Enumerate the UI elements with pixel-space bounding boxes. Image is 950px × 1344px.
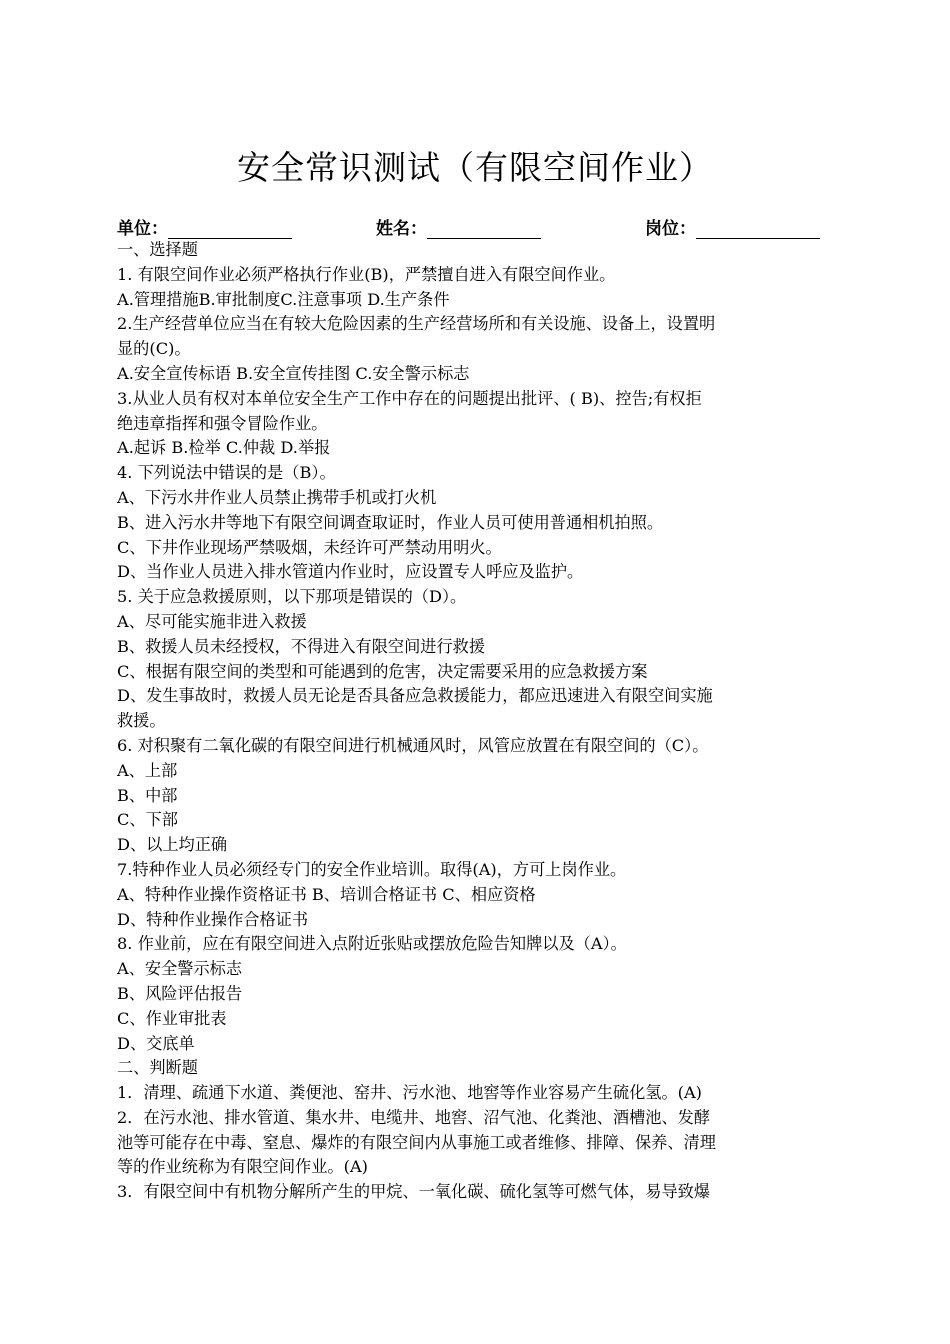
unit-field (117, 214, 292, 238)
question-line: 2.生产经营单位应当在有较大危险因素的生产经营场所和有关设施、设备上，设置明 (117, 314, 716, 334)
question-body (117, 238, 832, 1205)
question-line: 7.特种作业人员必须经专门的安全作业培训。取得(A)，方可上岗作业。 (117, 859, 627, 879)
question-line: 1. 有限空间作业必须严格执行作业(B)，严禁擅自进入有限空间作业。 (117, 264, 616, 284)
option-line: A、上部 (117, 760, 178, 780)
option-line: C、下井作业现场严禁吸烟，未经许可严禁动用明火。 (117, 537, 502, 557)
option-line: A.安全宣传标语 B.安全宣传挂图 C.安全警示标志 (117, 363, 470, 383)
page-title: 安全常识测试（有限空间作业） (237, 148, 713, 187)
section-heading: 一、选择题 (117, 240, 198, 259)
option-line: A、特种作业操作资格证书 B、培训合格证书 C、相应资格 (117, 884, 536, 904)
name-label: 姓名： (376, 219, 427, 239)
option-line: D、特种作业操作合格证书 (117, 909, 309, 929)
option-line: A.管理措施B.审批制度C.注意事项 D.生产条件 (117, 289, 450, 309)
option-line: B、救援人员未经授权，不得进入有限空间进行救援 (117, 636, 486, 656)
option-line: B、风险评估报告 (117, 983, 243, 1003)
question-line: 1．清理、疏通下水道、粪便池、窑井、污水池、地窖等作业容易产生硫化氢。(A) (117, 1083, 702, 1103)
name-field (376, 214, 541, 238)
name-blank (427, 220, 541, 239)
option-line: D、交底单 (117, 1033, 195, 1053)
option-line: C、根据有限空间的类型和可能遇到的危害，决定需要采用的应急救援方案 (117, 661, 648, 681)
question-line: 显的(C)。 (117, 339, 191, 359)
option-line: A、下污水井作业人员禁止携带手机或打火机 (117, 487, 437, 507)
post-label: 岗位： (645, 219, 696, 239)
option-line: D、以上均正确 (117, 835, 228, 855)
question-line: 4. 下列说法中错误的是（B）。 (117, 463, 336, 483)
option-line: D、当作业人员进入排水管道内作业时，应设置专人呼应及监护。 (117, 562, 584, 582)
post-blank (696, 220, 820, 239)
question-line: 等的作业统称为有限空间作业。(A) (117, 1157, 368, 1177)
question-line: 5. 关于应急救援原则，以下那项是错误的（D）。 (117, 587, 467, 607)
question-line: 6. 对积聚有二氧化碳的有限空间进行机械通风时，风管应放置在有限空间的（C）。 (117, 735, 709, 755)
unit-blank (168, 220, 292, 239)
option-line: D、发生事故时，救援人员无论是否具备应急救援能力，都应迅速进入有限空间实施 (117, 686, 713, 706)
option-line: B、进入污水井等地下有限空间调查取证时，作业人员可使用普通相机拍照。 (117, 512, 664, 532)
question-line: 2．在污水池、排水管道、集水井、电缆井、地窖、沼气池、化粪池、酒槽池、发酵 (117, 1107, 711, 1127)
post-field (645, 214, 820, 238)
question-line: 绝违章指挥和强令冒险作业。 (117, 413, 328, 433)
option-line: A、尽可能实施非进入救援 (117, 611, 307, 631)
option-line: C、作业审批表 (117, 1008, 227, 1028)
option-line: 救援。 (117, 711, 166, 731)
section-heading: 二、判断题 (117, 1058, 198, 1078)
unit-label: 单位： (117, 219, 168, 239)
option-line: A、安全警示标志 (117, 959, 243, 979)
question-line: 3．有限空间中有机物分解所产生的甲烷、一氧化碳、硫化氢等可燃气体，易导致爆 (117, 1182, 711, 1202)
option-line: C、下部 (117, 810, 178, 830)
question-line: 池等可能存在中毒、窒息、爆炸的有限空间内从事施工或者维修、排障、保养、清理 (117, 1132, 716, 1152)
option-line: B、中部 (117, 785, 178, 805)
option-line: A.起诉 B.检举 C.仲裁 D.举报 (117, 438, 331, 458)
question-line: 3.从业人员有权对本单位安全生产工作中存在的问题提出批评、( B)、控告;有权拒 (117, 388, 702, 408)
question-line: 8. 作业前，应在有限空间进入点附近张贴或摆放危险告知牌以及（A）。 (117, 934, 627, 954)
